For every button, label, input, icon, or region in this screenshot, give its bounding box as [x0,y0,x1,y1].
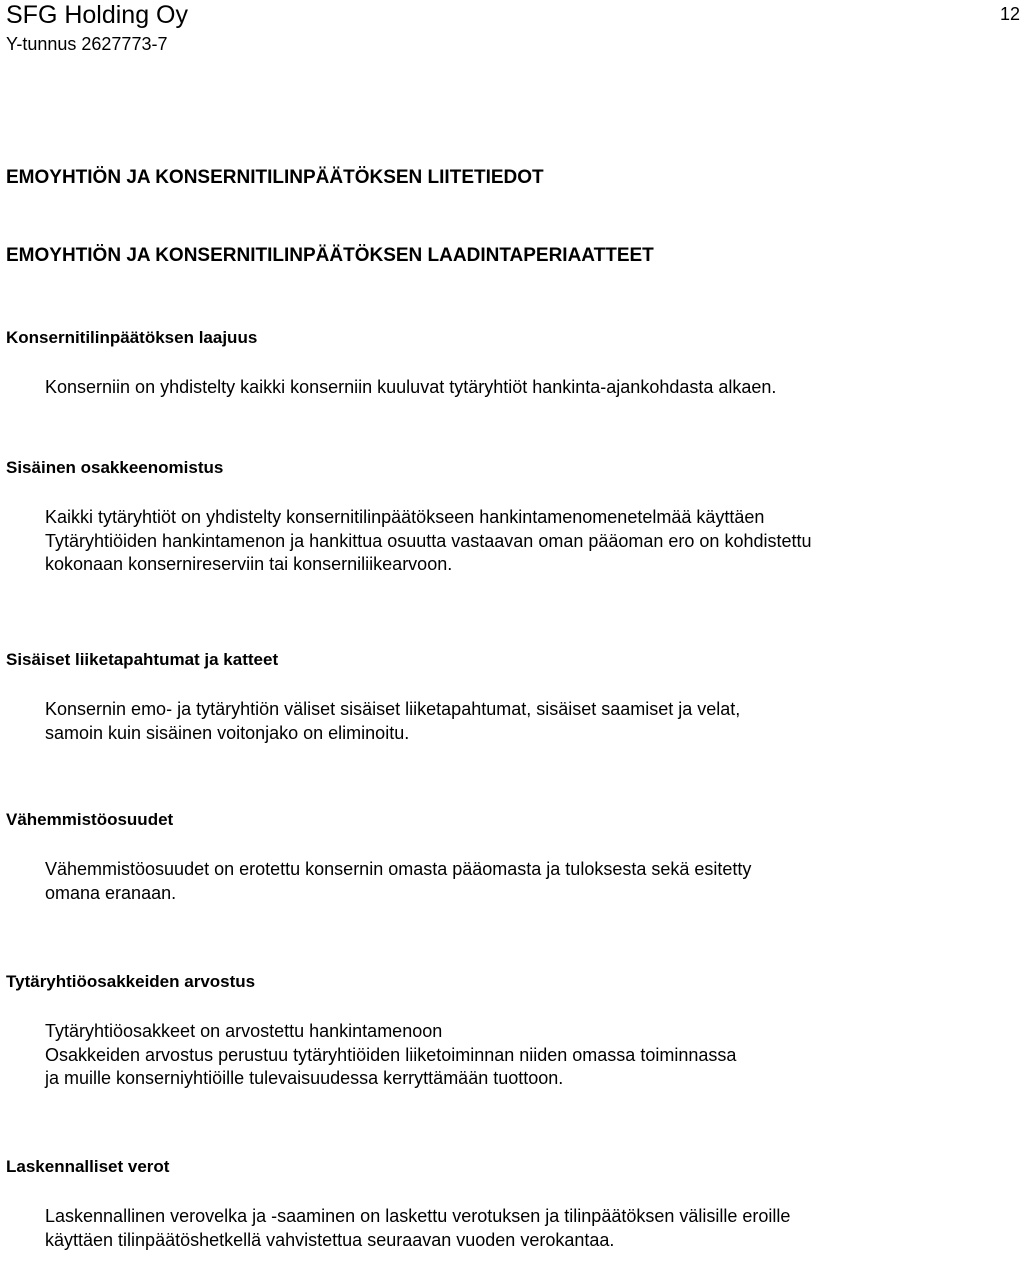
section-heading: Sisäinen osakkeenomistus [6,458,224,477]
section-internal-transactions [6,649,1016,745]
body-line: Tytäryhtiöiden hankintamenon ja hankittua osuutta vastaavan oman pääoman ero on kohdistettu [45,530,812,551]
section-minority-interests [6,809,1016,905]
body-line: Konsernin emo- ja tytäryhtiön väliset sisäiset liiketapahtumat, sisäiset saamiset ja velat, [45,699,741,719]
section-body [45,1205,1016,1252]
body-line: omana eranaan. [45,882,177,903]
section-body [45,858,1016,905]
page-number: 12 [999,4,1020,24]
section-deferred-taxes [6,1156,1016,1252]
section-heading: Tytäryhtiöosakkeiden arvostus [6,972,256,991]
body-line: Konserniin on yhdistelty kaikki konserniin kuuluvat tytäryhtiöt hankinta-ajankohdasta alkaen. [45,377,777,397]
body-line: Laskennallinen verovelka ja -saaminen on laskettu verotuksen ja tilinpäätöksen välisille eroille [45,1206,791,1226]
section-subsidiary-valuation [6,971,1016,1091]
section-heading: Laskennalliset verot [6,1157,170,1176]
company-name: SFG Holding Oy [6,1,189,29]
main-title-principles: EMOYHTIÖN JA KONSERNITILINPÄÄTÖKSEN LAADINTAPERIAATTEET [6,245,654,266]
body-line: Kaikki tytäryhtiöt on yhdistelty konsernitilinpäätökseen hankintamenomenetelmää käyttäen [45,507,765,527]
section-body [45,376,1016,400]
body-line: Tytäryhtiöosakkeet on arvostettu hankintamenoon [45,1021,443,1041]
section-heading: Konsernitilinpäätöksen laajuus [6,328,258,347]
section-consolidation-scope [6,327,1016,400]
body-line: Osakkeiden arvostus perustuu tytäryhtiöiden liiketoiminnan niiden omassa toiminnassa [45,1044,737,1065]
body-line: samoin kuin sisäinen voitonjako on eliminoitu. [45,722,410,743]
section-body [45,1020,1016,1091]
body-line: kokonaan konsernireserviin tai konserniliikearvoon. [45,554,453,574]
main-title-notes: EMOYHTIÖN JA KONSERNITILINPÄÄTÖKSEN LIITETIEDOT [6,167,544,188]
section-heading: Sisäiset liiketapahtumat ja katteet [6,650,279,669]
body-line: käyttäen tilinpäätöshetkellä vahvistettua seuraavan vuoden verokantaa. [45,1229,615,1250]
body-line: ja muille konserniyhtiöille tulevaisuudessa kerryttämään tuottoon. [45,1068,564,1088]
section-body [45,698,1016,745]
body-line: Vähemmistöosuudet on erotettu konsernin omasta pääomasta ja tuloksesta sekä esitetty [45,859,752,879]
business-id: Y-tunnus 2627773-7 [6,34,168,54]
section-heading: Vähemmistöosuudet [6,810,174,829]
section-body [45,506,1016,577]
section-internal-shareholding [6,457,1016,577]
